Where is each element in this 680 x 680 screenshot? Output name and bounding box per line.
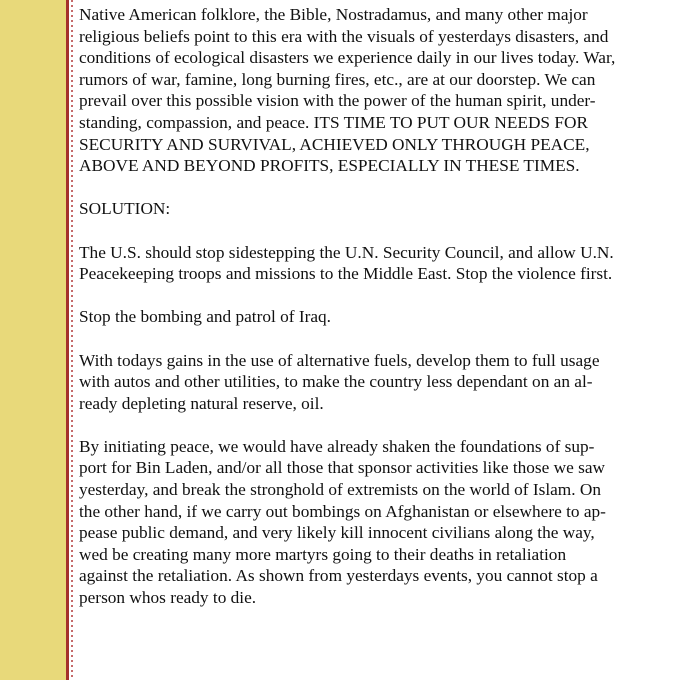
paragraph	[79, 242, 671, 285]
text-line: pease public demand, and very likely kill innocent civilians along the way,	[79, 523, 595, 543]
paragraph	[79, 4, 671, 177]
text-line: rumors of war, famine, long burning fires, etc., are at our doorstep. We can	[79, 69, 596, 89]
text-line: against the retaliation. As shown from yesterdays events, you cannot stop a	[79, 566, 598, 586]
text-line: the other hand, if we carry out bombings on Afghanistan or elsewhere to ap-	[79, 501, 606, 521]
text-line: ABOVE AND BEYOND PROFITS, ESPECIALLY IN THESE TIMES.	[79, 156, 580, 176]
margin-strip	[0, 0, 66, 680]
paragraph	[79, 350, 671, 415]
text-line: port for Bin Laden, and/or all those that sponsor activities like those we saw	[79, 458, 605, 478]
text-line: By initiating peace, we would have already shaken the foundations of sup-	[79, 436, 595, 456]
text-line: standing, compassion, and peace. ITS TIME TO PUT OUR NEEDS FOR	[79, 112, 588, 132]
text-line: SECURITY AND SURVIVAL, ACHIEVED ONLY THROUGH PEACE,	[79, 134, 590, 154]
paragraph	[79, 306, 671, 328]
text-line: religious beliefs point to this era with the visuals of yesterdays disasters, and	[79, 26, 609, 46]
text-line: With todays gains in the use of alternative fuels, develop them to full usage	[79, 350, 600, 370]
text-line: conditions of ecological disasters we experience daily in our lives today. War,	[79, 48, 616, 68]
margin-dotted-line	[71, 0, 73, 680]
margin-rule	[66, 0, 69, 680]
text-line: Peacekeeping troops and missions to the Middle East. Stop the violence first.	[79, 264, 613, 284]
text-line: person whos ready to die.	[79, 588, 257, 608]
text-line: ready depleting natural reserve, oil.	[79, 393, 324, 413]
text-line: prevail over this possible vision with the power of the human spirit, under-	[79, 91, 596, 111]
paragraph	[79, 436, 671, 609]
text-line: yesterday, and break the stronghold of extremists on the world of Islam. On	[79, 480, 601, 500]
paragraph	[79, 198, 671, 220]
text-line: wed be creating many more martyrs going to their deaths in retaliation	[79, 544, 567, 564]
text-line: SOLUTION:	[79, 199, 171, 219]
text-line: The U.S. should stop sidestepping the U.N. Security Council, and allow U.N.	[79, 242, 614, 262]
text-line: Stop the bombing and patrol of Iraq.	[79, 307, 331, 327]
document-text	[79, 4, 671, 630]
text-line: Native American folklore, the Bible, Nostradamus, and many other major	[79, 5, 588, 24]
text-line: with autos and other utilities, to make the country less dependant on an al-	[79, 372, 593, 392]
